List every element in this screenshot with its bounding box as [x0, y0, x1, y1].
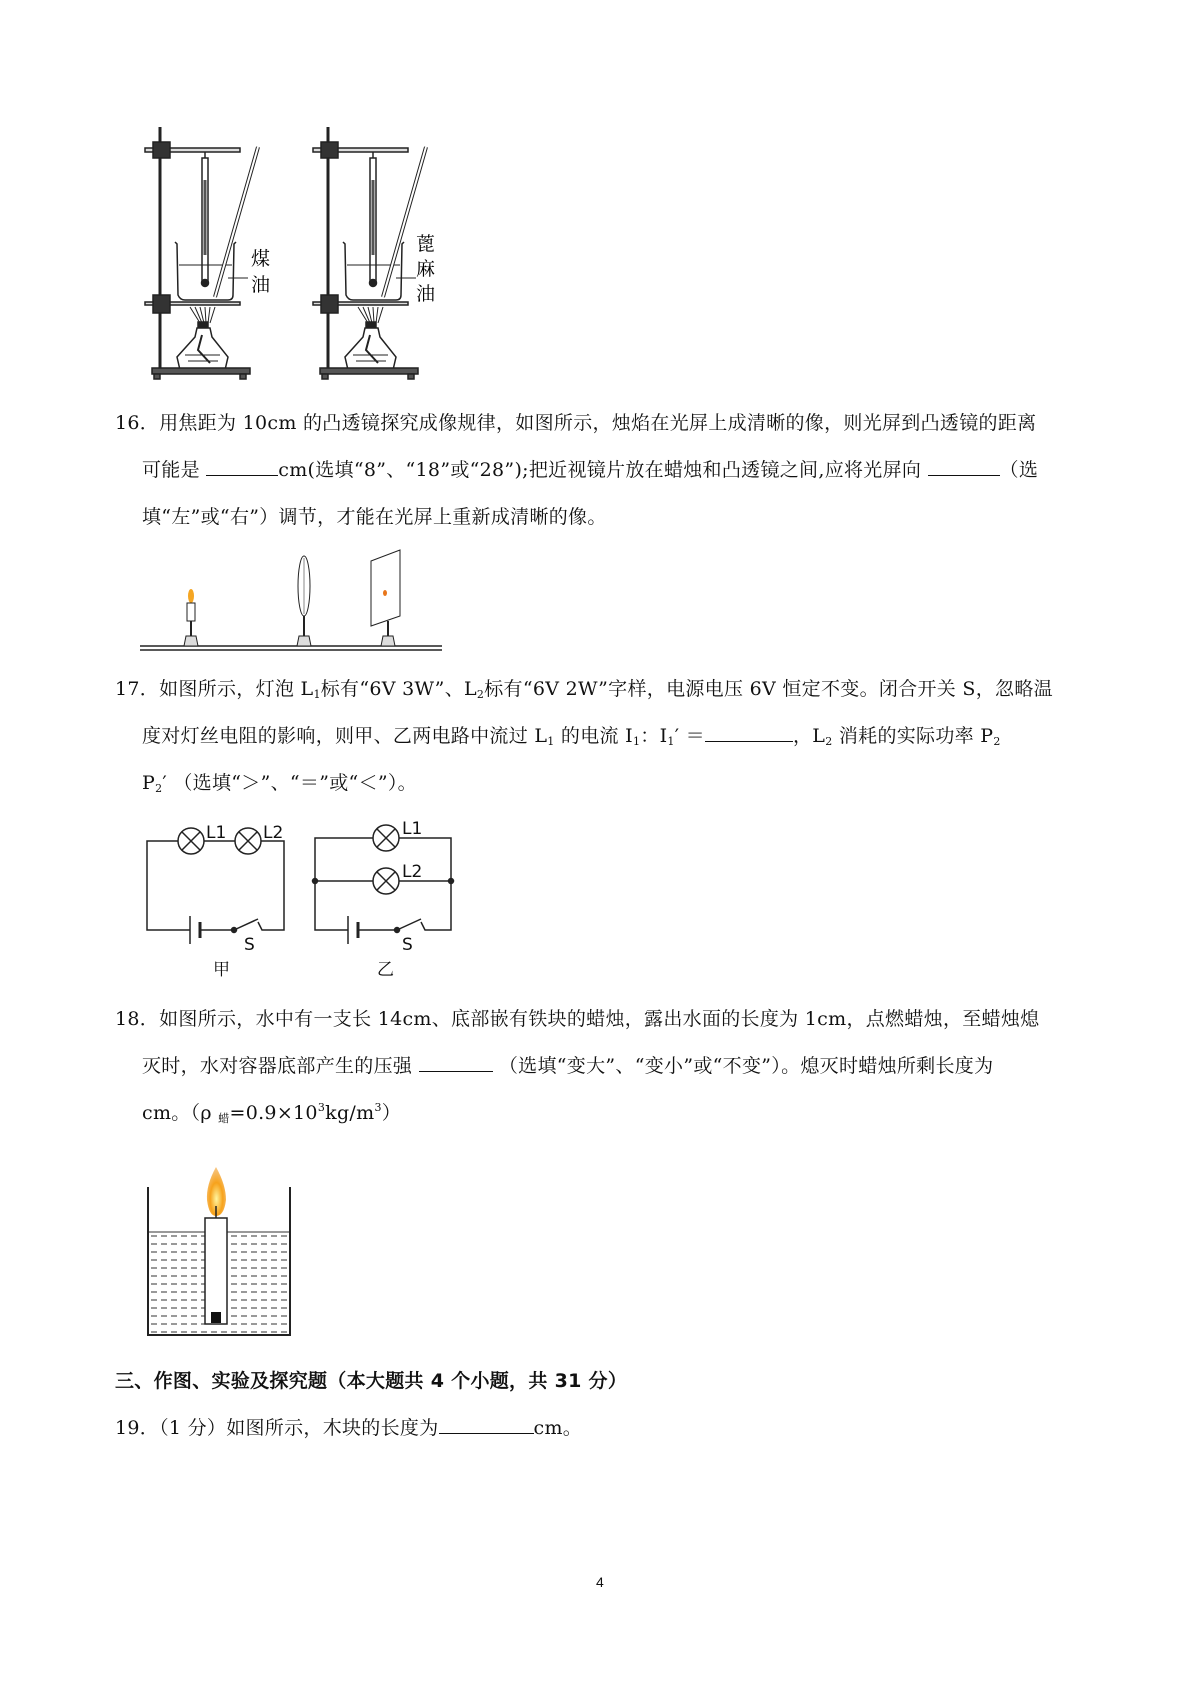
q17-text: ：I: [640, 725, 668, 747]
candle-in-water-figure: [140, 1160, 300, 1340]
label-l2: L2: [263, 823, 284, 843]
q17-text: 17．如图所示，灯泡 L: [115, 678, 314, 700]
q16-line1: 16．用焦距为 10cm 的凸透镜探究成像规律，如图所示，烛焰在光屏上成清晰的像，则光屏到凸透镜的距离: [115, 412, 1037, 434]
subscript: 2: [993, 735, 1001, 748]
superscript: 3: [317, 1101, 326, 1114]
label-l1: L1: [402, 819, 423, 839]
label-l2: L2: [402, 862, 423, 882]
q17-text: ，L: [792, 725, 826, 747]
switch-icon: [395, 919, 422, 933]
subscript: 1: [667, 735, 675, 748]
q18-text: kg/m: [325, 1102, 375, 1124]
section-heading: 三、作图、实验及探究题（本大题共 4 个小题，共 31 分）: [115, 1370, 628, 1392]
label-castor-oil-1: 蓖: [416, 233, 436, 255]
iron-block: [211, 1312, 221, 1323]
label-l1: L1: [206, 823, 227, 843]
q16-text-c: （选: [999, 459, 1039, 481]
q19-line: [115, 1413, 582, 1440]
subscript: 1: [313, 688, 321, 701]
superscript: 3: [374, 1101, 382, 1114]
label-s: S: [244, 935, 255, 955]
subscript: 1: [632, 735, 641, 748]
lamp-icon: [178, 828, 204, 854]
q18-line2: [142, 1051, 993, 1078]
q18-line1: 18．如图所示，水中有一支长 14cm、底部嵌有铁块的蜡烛，露出水面的长度为 1cm，点燃蜡烛，至蜡烛熄: [115, 1008, 1040, 1030]
q17-text: ′ （选填“＞”、“＝”或“＜”）。: [162, 772, 417, 794]
switch-icon: [232, 919, 259, 933]
battery-icon: [190, 916, 200, 944]
q18-blank-pressure[interactable]: [419, 1053, 493, 1072]
subscript: 蜡: [218, 1112, 230, 1125]
subscript: 2: [155, 782, 163, 795]
subscript: 2: [825, 735, 833, 748]
q17-text: 的电流 I: [554, 725, 633, 747]
label-kerosene-2: 油: [251, 274, 271, 296]
q18-text: 灭时，水对容器底部产生的压强: [142, 1055, 419, 1077]
label-castor-oil-3: 油: [416, 283, 436, 305]
q19-text: cm。: [533, 1417, 583, 1439]
circuit-left-wire: [147, 841, 284, 930]
junction-dot: [449, 879, 454, 884]
q16-text-b: cm(选填“8”、“18”或“28”);把近视镜片放在蜡烛和凸透镜之间,应将光屏向: [278, 459, 928, 481]
q17-text: 消耗的实际功率 P: [832, 725, 994, 747]
q17-text: P: [142, 772, 156, 794]
q16-text-a: 可能是: [142, 459, 207, 481]
q19-blank-length[interactable]: [439, 1415, 534, 1434]
q17-text: 标有“6V 2W”字样，电源电压 6V 恒定不变。闭合开关 S，忽略温: [484, 678, 1053, 700]
battery-icon: [348, 916, 358, 944]
subscript: 2: [476, 688, 485, 701]
caption-jia: 甲: [213, 960, 230, 980]
caption-yi: 乙: [377, 960, 394, 980]
q17-text: ′ ＝: [674, 725, 705, 747]
lamp-icon: [235, 828, 261, 854]
q18-text: ）: [381, 1102, 402, 1124]
label-kerosene-1: 煤: [251, 248, 271, 270]
q18-text: cm。（ρ: [142, 1102, 219, 1124]
junction-dot: [313, 879, 318, 884]
q18-text: =0.9×10: [229, 1102, 318, 1124]
q16-line3: 填“左”或“右”）调节，才能在光屏上重新成清晰的像。: [142, 506, 607, 528]
q18-line3: [142, 1098, 401, 1126]
lamp-icon: [373, 825, 399, 851]
subscript: 1: [547, 735, 555, 748]
lamp-icon: [373, 868, 399, 894]
q17-text: 标有“6V 3W”、L: [320, 678, 477, 700]
q19-text: 19．（1 分）如图所示，木块的长度为: [115, 1417, 439, 1439]
label-castor-oil-2: 麻: [416, 258, 436, 280]
candle: [205, 1218, 227, 1324]
label-s: S: [402, 935, 413, 955]
q18-text: （选填“变大”、“变小”或“不变”）。熄灭时蜡烛所剩长度为: [492, 1055, 994, 1077]
page-number: 4: [596, 1574, 604, 1590]
q17-text: 度对灯丝电阻的影响，则甲、乙两电路中流过 L: [142, 725, 548, 747]
